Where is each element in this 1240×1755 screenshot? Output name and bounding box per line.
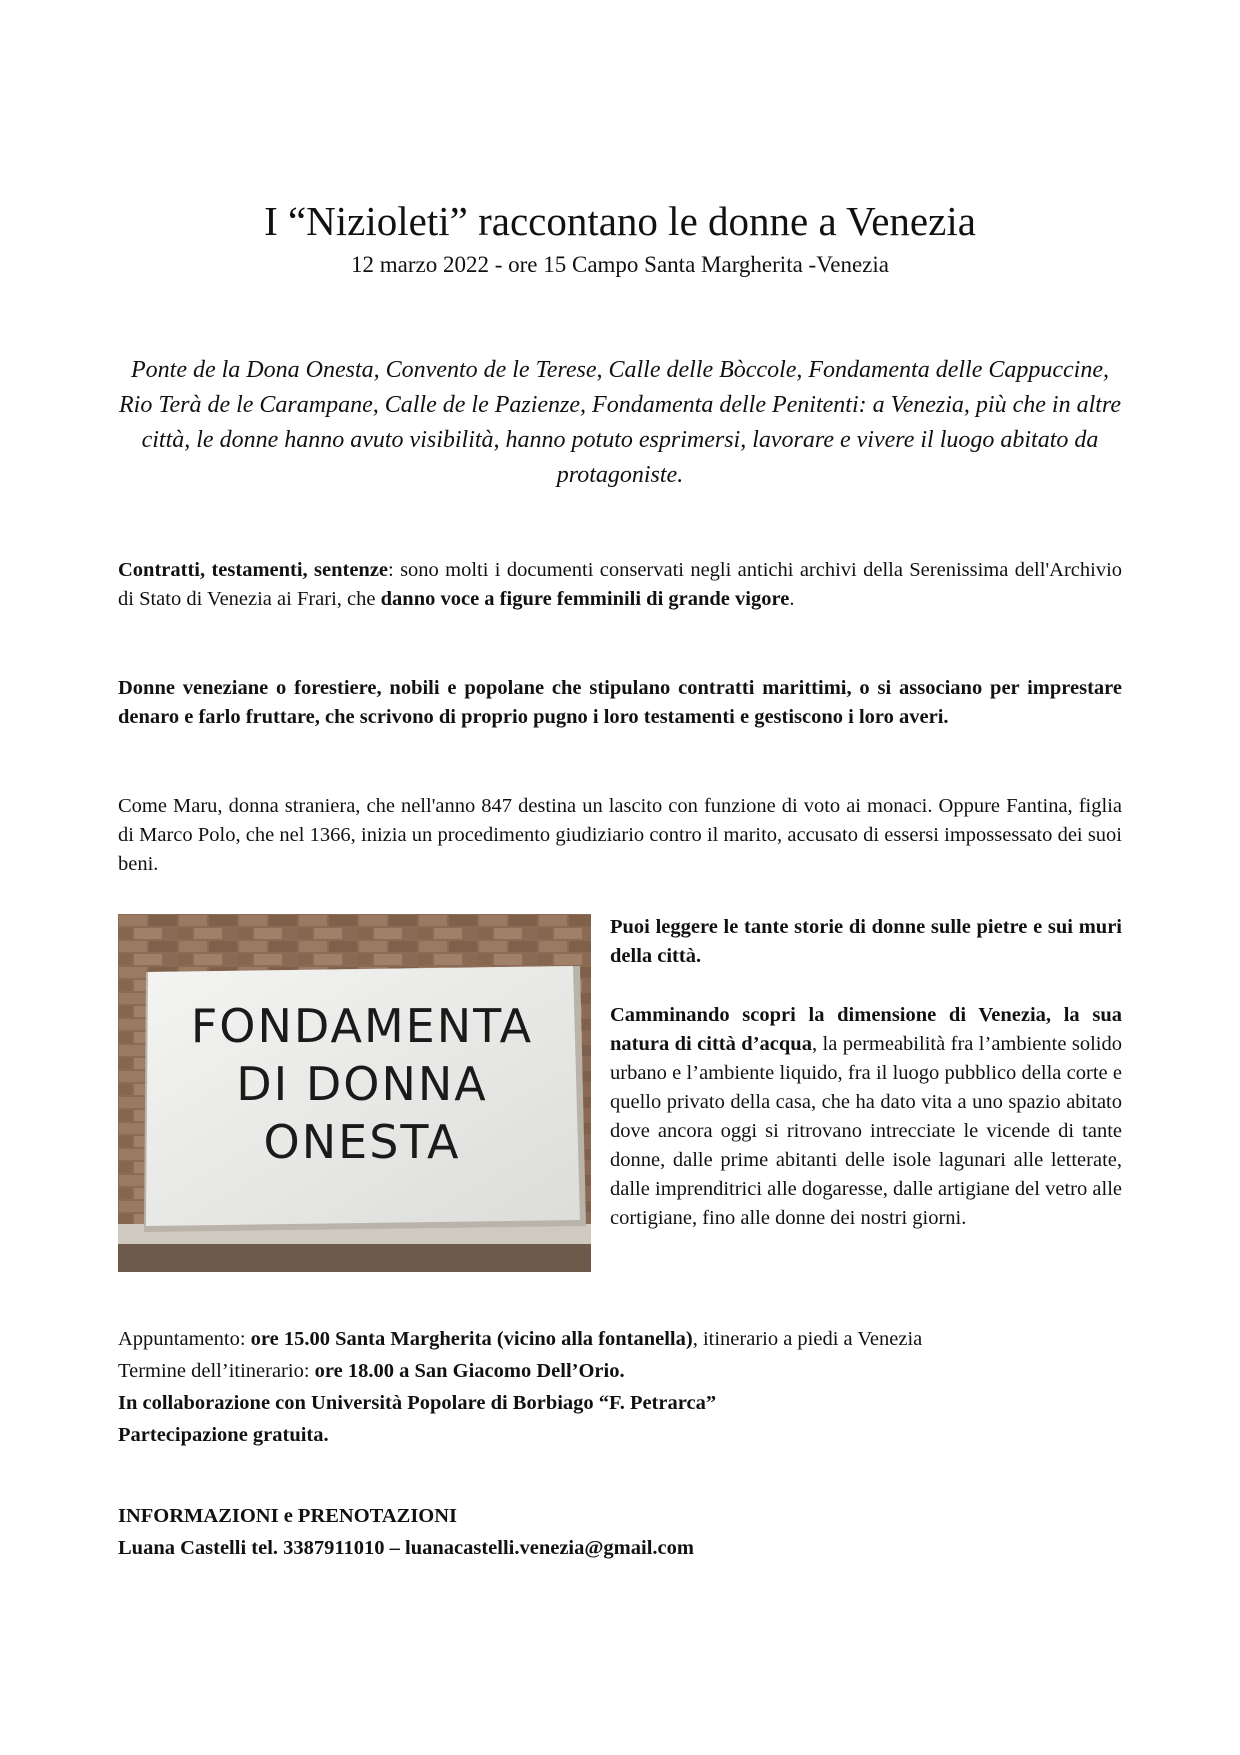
paragraph-documents	[118, 556, 1122, 614]
side-paragraph-walk-lead: Camminando scopri la dimensione di Venezia, la sua natura di città d’acqua	[610, 1004, 1122, 1055]
side-paragraph-walk	[610, 1001, 1122, 1233]
paragraph-documents-text: : sono molti i documenti conservati negli antichi archivi della Serenissima dell'Archivio di Stato di Venezia ai Frari, che	[118, 559, 1123, 610]
end-time-place: ore 18.00 a San Giacomo Dell’Orio.	[314, 1360, 625, 1382]
paragraph-documents-lead: Contratti, testamenti, sentenze	[118, 559, 389, 581]
event-date-location: 12 marzo 2022 - ore 15 Campo Santa Margherita -Venezia	[351, 252, 889, 277]
contact-heading: INFORMAZIONI e PRENOTAZIONI	[118, 1505, 458, 1527]
sign-line-3: ONESTA	[263, 1115, 461, 1169]
sign-line-1: FONDAMENTA	[190, 999, 534, 1053]
event-info	[118, 1323, 1122, 1451]
meeting-label: Appuntamento:	[118, 1328, 251, 1350]
end-label: Termine dell’itinerario:	[118, 1360, 315, 1382]
meeting-line	[118, 1323, 1122, 1355]
paragraph-examples: Come Maru, donna straniera, che nell'anno 847 destina un lascito con funzione di voto ai monaci. Oppure Fantina, figlia di Marco Polo, che nel 1366, inizia un procedimento giudiziario contro il marito, accusato di essersi impossessato dei suoi beni.	[118, 795, 1122, 875]
street-sign-photo	[118, 914, 591, 1272]
side-paragraph-stories: Puoi leggere le tante storie di donne sulle pietre e sui muri della città.	[610, 916, 1122, 967]
meeting-note: , itinerario a piedi a Venezia	[692, 1328, 923, 1350]
free-participation-line: Partecipazione gratuita.	[118, 1424, 329, 1446]
end-line	[118, 1355, 1122, 1387]
paragraph-documents-highlight: danno voce a figure femminili di grande vigore	[380, 588, 790, 610]
meeting-time-place: ore 15.00 Santa Margherita (vicino alla fontanella)	[250, 1328, 693, 1350]
intro-paragraph: Ponte de la Dona Onesta, Convento de le Terese, Calle delle Bòccole, Fondamenta delle Cappuccine, Rio Terà de le Carampane, Calle de le Pazienze, Fondamenta delle Penitenti: a Venezia, più che in altre città, le donne hanno avuto visibilità, hanno potuto esprimersi, lavorare e vivere il luogo abitato da protagoniste.	[118, 357, 1122, 488]
paragraph-women: Donne veneziane o forestiere, nobili e popolane che stipulano contratti marittimi, o si associano per imprestare denaro e farlo fruttare, che scrivono di proprio pugno i loro testamenti e gestiscono i loro averi.	[118, 677, 1122, 728]
page-title: I “Nizioleti” raccontano le donne a Venezia	[264, 198, 976, 244]
contact-line: Luana Castelli tel. 3387911010 – luanacastelli.venezia@gmail.com	[118, 1537, 694, 1559]
sign-line-2: DI DONNA	[236, 1057, 488, 1111]
side-paragraph-walk-text: , la permeabilità fra l’ambiente solido urbano e l’ambiente liquido, fra il luogo pubblico della corte e quello privato della casa, che ha dato vita a uno spazio abitato dove ancora oggi si ritrovano intrecciate le vicende di tante donne, dalle prime abitanti delle isole lagunari alle letterate, dalle imprenditrici alle dogaresse, dalle artigiane del vetro alle cortigiane, fino alle donne dei nostri giorni.	[610, 1033, 1122, 1229]
paragraph-documents-end: .	[789, 588, 795, 610]
contact-info	[118, 1500, 1122, 1564]
collaboration-line: In collaborazione con Università Popolare di Borbiago “F. Petrarca”	[118, 1392, 717, 1414]
